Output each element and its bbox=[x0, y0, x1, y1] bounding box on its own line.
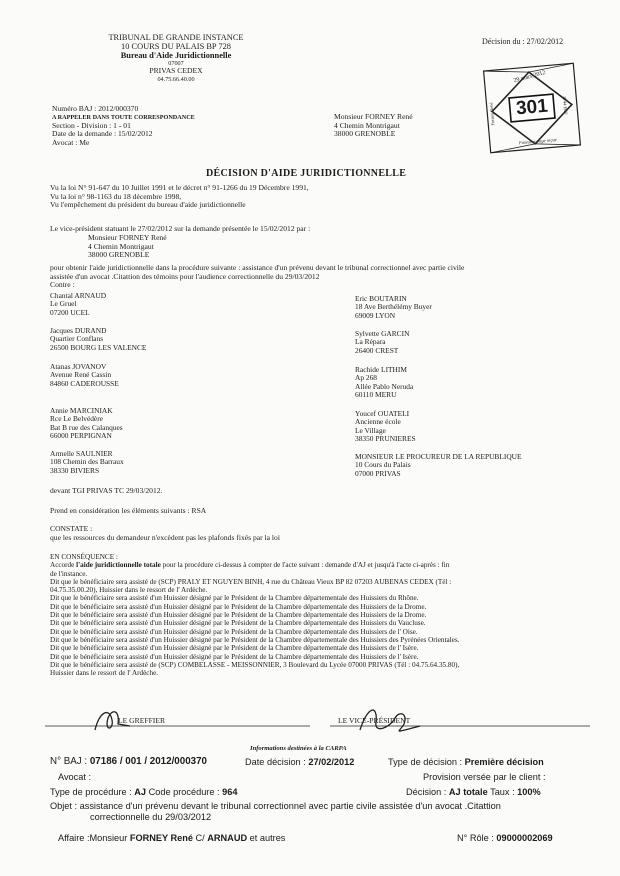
vice-president-label: LE VICE-PRÉSIDENT bbox=[338, 716, 411, 725]
constate-heading: CONSTATE : bbox=[50, 524, 93, 533]
party-address: Rce Le Belvédère bbox=[50, 414, 103, 424]
party-city: 69009 LYON bbox=[355, 310, 396, 320]
baj-reminder: A RAPPELER DANS TOUTE CORRESPONDANCE bbox=[52, 113, 195, 121]
document-title: DÉCISION D'AIDE JURIDICTIONNELLE bbox=[206, 168, 407, 179]
vice-president-signature bbox=[360, 710, 420, 731]
contre-label: Contre : bbox=[50, 280, 75, 290]
legal-ref-3: Vu l'empêchement du président du bureau d'aide juridictionnelle bbox=[50, 200, 246, 210]
addressee-name: Monsieur FORNEY René bbox=[334, 112, 413, 121]
carpa-date-row bbox=[245, 757, 354, 768]
party-address: Le Gruel bbox=[50, 299, 77, 309]
carpa-decision-label: Décision : bbox=[406, 787, 449, 797]
carpa-date-value: 27/02/2012 bbox=[308, 757, 355, 767]
consequence-line: Dit que le bénéficiaire sera assisté d'un Huissier désigné par le Président de la Chambre départementale des Huissiers de la Drome. bbox=[50, 611, 427, 620]
consequence-line: Dit que le bénéficiaire sera assisté d'un Huissier désigné par le Président de la Chambre départementale des Huissiers de l' Oise. bbox=[50, 627, 418, 636]
applicant-name: Monsieur FORNEY René bbox=[88, 233, 167, 242]
purpose-line-1: pour obtenir l'aide juridictionnelle dans la procédure suivante : assistance d'un prévenu devant le tribunal correctionnel avec partie civile bbox=[50, 263, 465, 272]
party-address: La Répara bbox=[355, 337, 386, 347]
party-address: Ap 268 bbox=[355, 373, 377, 383]
carpa-affaire-name: FORNEY René bbox=[129, 833, 193, 843]
consequence-line: Dit que le bénéficiaire sera assisté de (SCP) PRALY ET NGUYEN BINH, 4 rue du Château Vieux BP 82 07203 AUBENAS CEDEX (Tél : bbox=[50, 577, 452, 586]
party-address: 10 Cours du Palais bbox=[355, 460, 411, 470]
tribunal-phone: 04.75.66.40.00 bbox=[157, 75, 195, 83]
party-address: Quartier Conflans bbox=[50, 334, 104, 344]
consequence-line: Dit que le bénéficiaire sera assisté d'un Huissier désigné par le Président de la Chambre départementale des Huissiers de la Drome. bbox=[50, 602, 427, 611]
party-city: 07000 PRIVAS bbox=[355, 468, 401, 478]
applicant-street: 4 Chemin Montrigaut bbox=[88, 241, 154, 251]
party-marciniak bbox=[50, 407, 123, 441]
consequence-line: Dit que le bénéficiaire sera assisté de (SCP) COMBELASSE - MEISSONNIER, 3 Boulevard du Lycée 07000 PRIVAS (Tél : 04.75.64.35.80), bbox=[50, 660, 460, 669]
tribunal-header bbox=[86, 34, 266, 83]
carpa-type-row bbox=[388, 757, 544, 768]
case-info bbox=[52, 105, 195, 147]
carpa-date-label: Date décision : bbox=[245, 757, 309, 767]
purpose-line-2: assistée d'un avocat .Citattion des témoins pour l'audience correctionnelle du 29/03/2012 bbox=[50, 271, 320, 281]
signature-marks bbox=[0, 700, 620, 740]
party-address: Avenue René Cassin bbox=[50, 370, 112, 380]
addressee-block bbox=[334, 113, 413, 139]
constate-block bbox=[50, 525, 280, 542]
accorde-bold: l'aide juridictionnelle totale bbox=[76, 561, 161, 570]
party-name: MONSIEUR LE PROCUREUR DE LA REPUBLIQUE bbox=[355, 452, 522, 461]
applicant-block bbox=[88, 234, 167, 260]
party-city: 84860 CADEROUSSE bbox=[50, 378, 119, 388]
carpa-taux-label: Taux : bbox=[487, 787, 518, 797]
carpa-taux-value: 100% bbox=[517, 787, 541, 797]
reception-stamp bbox=[483, 62, 582, 154]
carpa-affaire-c: C/ bbox=[192, 833, 208, 843]
party-garcin bbox=[355, 330, 409, 355]
decision-date-header: Décision du : 27/02/2012 bbox=[482, 37, 564, 46]
tribunal-bureau: Bureau d'Aide Juridictionnelle bbox=[120, 51, 232, 61]
applicant-city: 38000 GRENOBLE bbox=[88, 250, 150, 260]
stamp-left-text: Forney René bbox=[488, 102, 496, 126]
accorde-line bbox=[50, 561, 459, 569]
party-name: Rachide LITHIM bbox=[355, 365, 407, 374]
request-date: Date de la demande : 15/02/2012 bbox=[52, 129, 153, 139]
statement-intro: Le vice-président statuant le 27/02/2012 sur la demande présentée le 15/02/2012 par : bbox=[50, 224, 311, 233]
accorde-prefix: Accorde bbox=[50, 561, 77, 570]
party-address: Ancienne école bbox=[355, 417, 401, 427]
party-name: Youcef OUATELI bbox=[355, 409, 410, 418]
carpa-baj-value: 07186 / 001 / 2012/000370 bbox=[89, 756, 207, 767]
addressee-city: 38000 GRENOBLE bbox=[334, 129, 396, 139]
carpa-code-value: 964 bbox=[222, 787, 238, 797]
carpa-type-value: Première décision bbox=[464, 757, 544, 767]
accorde-line-2: de l'instance. bbox=[50, 569, 88, 578]
party-city: 26400 CREST bbox=[355, 345, 399, 355]
consequence-line: Huissier dans le ressort de l' Ardèche. bbox=[50, 669, 159, 678]
stamp-date: 29 mars 2012 bbox=[513, 69, 547, 85]
stamp-bottom-text: Fontaine page reçue bbox=[518, 136, 557, 146]
party-boutarin bbox=[355, 295, 432, 320]
party-city: 26500 BOURG LES VALENCE bbox=[50, 342, 147, 352]
section-division: Section - Division : 1 - 01 bbox=[52, 120, 131, 130]
tribunal-name: TRIBUNAL DE GRANDE INSTANCE bbox=[108, 33, 244, 42]
party-city: 66000 PERPIGNAN bbox=[50, 431, 112, 441]
legal-references bbox=[50, 184, 309, 210]
consequence-line: Dit que le bénéficiaire sera assisté d'un Huissier désigné par le Président de la Chambre départementale des Huissiers du Rhône. bbox=[50, 594, 419, 603]
tribunal-city: PRIVAS CEDEX bbox=[149, 66, 203, 76]
consequence-block bbox=[50, 553, 459, 677]
party-name: Sylvette GARCIN bbox=[355, 329, 410, 338]
carpa-procedure-value: AJ bbox=[134, 787, 147, 797]
party-name: Jacques DURAND bbox=[50, 326, 107, 335]
carpa-type-label: Type de décision : bbox=[388, 757, 465, 767]
carpa-code-label: Code procédure : bbox=[146, 787, 223, 797]
carpa-role-label: N° Rôle : bbox=[457, 833, 497, 843]
consequence-heading: EN CONSÉQUENCE : bbox=[50, 553, 118, 561]
consequence-line: Dit que le bénéficiaire sera assisté d'un Huissier désigné par le Président de la Chambre départementale des Huissiers de l' Isère. bbox=[50, 652, 419, 661]
carpa-avocat: Avocat : bbox=[58, 772, 92, 782]
party-address-2: Allée Pablo Neruda bbox=[355, 381, 414, 391]
party-address-2: Bat B rue des Calanques bbox=[50, 422, 123, 432]
tribunal-postcode: 07007 bbox=[168, 60, 184, 68]
carpa-procedure-label: Type de procédure : bbox=[50, 787, 135, 797]
carpa-affaire-rest: et autres bbox=[247, 833, 286, 843]
party-address: 18 Ave Berthélémy Buyer bbox=[355, 302, 432, 312]
carpa-affaire-party: ARNAUD bbox=[207, 833, 248, 843]
consequence-line: 04.75.35.00.20), Huissier dans le ressort de l' Ardèche. bbox=[50, 586, 208, 595]
consequence-line: Dit que le bénéficiaire sera assisté d'un Huissier désigné par le Président de la Chambre départementale des Huissiers des Pyrénées Orientales. bbox=[50, 635, 460, 644]
greffier-signature bbox=[95, 712, 130, 730]
carpa-affaire-label: Affaire :Monsieur bbox=[58, 833, 130, 843]
party-city: 38330 BIVIERS bbox=[50, 465, 100, 475]
carpa-procedure-row bbox=[50, 787, 237, 798]
carpa-baj-label: N° BAJ : bbox=[50, 756, 90, 767]
baj-number: Numéro BAJ : 2012/000370 bbox=[52, 104, 139, 113]
party-city: 07200 UCEL bbox=[50, 307, 90, 317]
carpa-objet-line-2: correctionnelle du 29/03/2012 bbox=[90, 812, 212, 822]
party-name: Eric BOUTARIN bbox=[355, 294, 407, 303]
legal-ref-1: Vu la loi N° 91-647 du 10 Juillet 1991 et le décret n° 91-1266 du 19 Décembre 1991, bbox=[50, 183, 309, 192]
lawyer-field: Avocat : Me bbox=[52, 137, 90, 147]
party-address-2: Le Village bbox=[355, 425, 386, 435]
party-saulnier bbox=[50, 450, 124, 475]
party-lithim bbox=[355, 366, 413, 400]
carpa-baj-row bbox=[50, 756, 207, 767]
carpa-affaire-row bbox=[58, 833, 285, 844]
consequence-line: Dit que le bénéficiaire sera assisté d'un Huissier désigné par le Président de la Chambre départementale des Huissiers de l' Isère. bbox=[50, 644, 419, 653]
party-name: Armelle SAULNIER bbox=[50, 449, 113, 458]
tribunal-address: 10 COURS DU PALAIS BP 728 bbox=[121, 41, 231, 51]
party-durand bbox=[50, 327, 146, 352]
party-jovanov bbox=[50, 363, 119, 388]
statement-purpose bbox=[50, 264, 464, 290]
party-procureur bbox=[355, 453, 522, 478]
carpa-objet bbox=[50, 801, 501, 823]
carpa-decision-row bbox=[406, 787, 541, 798]
party-name: Chantal ARNAUD bbox=[50, 291, 107, 300]
addressee-street: 4 Chemin Montrigaut bbox=[334, 120, 400, 130]
party-arnaud bbox=[50, 292, 106, 317]
devant-line: devant TGI PRIVAS TC 29/03/2012. bbox=[50, 486, 163, 495]
carpa-role-row bbox=[457, 833, 553, 844]
accorde-rest: pour la procédure ci-dessus à compter de l'acte suivant : demande d'AJ et jusqu'à l'acte ci-après : fin bbox=[160, 561, 450, 570]
greffier-label: LE GREFFIER bbox=[118, 716, 166, 725]
constate-text: que les ressources du demandeur n'excèdent pas les plafonds fixés par la loi bbox=[50, 532, 280, 542]
carpa-provision: Provision versée par le client : bbox=[423, 772, 546, 782]
carpa-role-value: 09000002069 bbox=[496, 833, 553, 843]
stamp-right-text: 8744 ECF bbox=[561, 96, 569, 115]
stamp-number: 301 bbox=[515, 95, 549, 120]
consequence-line: Dit que le bénéficiaire sera assisté d'un Huissier désigné par le Président de la Chambre départementale des Huissiers du Vaucluse. bbox=[50, 619, 426, 628]
carpa-caption: Informations destinées à la CARPA bbox=[250, 745, 347, 752]
party-city: 38350 PRUNIERES bbox=[355, 434, 416, 444]
carpa-objet-line-1: Objet : assistance d'un prévenu devant le tribunal correctionnel avec partie civile assistée d'un avocat .Citattion bbox=[50, 801, 501, 811]
carpa-decision-value: AJ totale bbox=[448, 787, 488, 797]
party-address: 108 Chemin des Barraux bbox=[50, 457, 124, 467]
consideration-line: Prend en considération les éléments suivants : RSA bbox=[50, 506, 207, 515]
legal-ref-2: Vu la loi n° 98-1163 du 18 décembre 1998, bbox=[50, 191, 182, 201]
party-city: 60110 MERU bbox=[355, 390, 397, 400]
party-name: Annie MARCINIAK bbox=[50, 406, 113, 415]
party-name: Atanas JOVANOV bbox=[50, 362, 107, 371]
party-ouateli bbox=[355, 410, 416, 444]
